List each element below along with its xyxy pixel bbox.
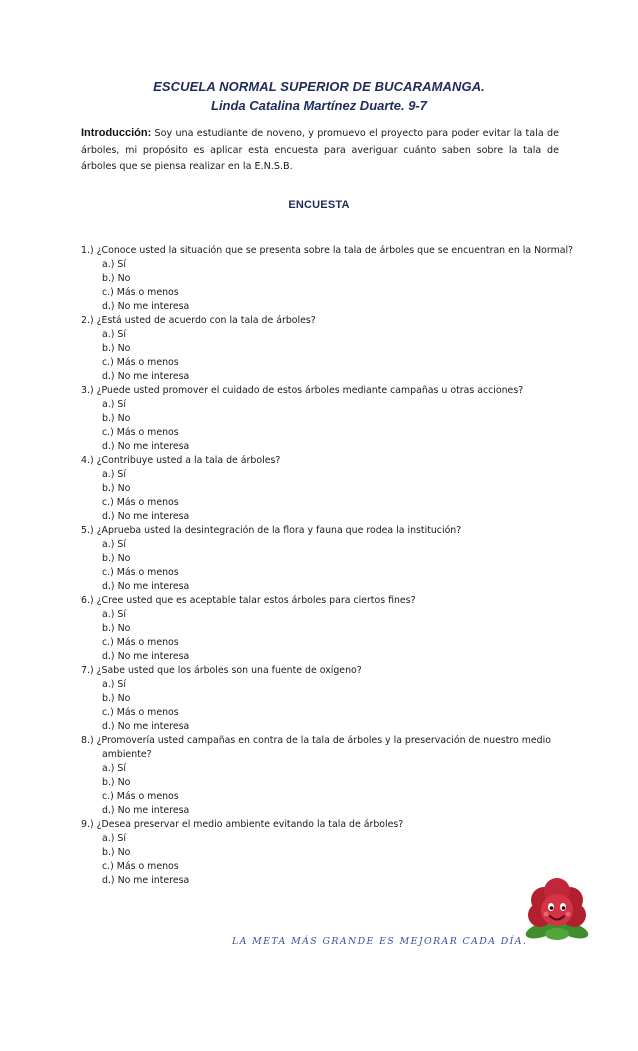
question-text: 1.) ¿Conoce usted la situación que se presenta sobre la tala de árboles que se encuentran en la Normal?	[81, 245, 574, 256]
answer-option: a.) Sí	[102, 469, 126, 480]
school-name: ESCUELA NORMAL SUPERIOR DE BUCARAMANGA.	[153, 79, 485, 94]
question-text: 9.) ¿Desea preservar el medio ambiente evitando la tala de árboles?	[81, 819, 404, 830]
answer-option: d.) No me interesa	[102, 721, 190, 732]
answer-option: d.) No me interesa	[102, 805, 190, 816]
answer-option: c.) Más o menos	[102, 357, 179, 368]
answer-option: b.) No	[102, 413, 131, 424]
survey-question-8	[81, 734, 571, 818]
question-text: 4.) ¿Contribuye usted a la tala de árboles?	[81, 455, 281, 466]
question-text: 3.) ¿Puede usted promover el cuidado de estos árboles mediante campañas u otras acciones?	[81, 385, 524, 396]
answer-option: c.) Más o menos	[102, 497, 179, 508]
answer-option: b.) No	[102, 693, 131, 704]
answer-option: d.) No me interesa	[102, 441, 190, 452]
introduction-text: Soy una estudiante de noveno, y promuevo el proyecto para poder evitar la tala de árboles, mi propósito es aplicar esta encuesta para averiguar cuánto saben sobre la tala de árboles que se piensa realizar en la E.N.S.B.	[81, 128, 559, 173]
question-text: 5.) ¿Aprueba usted la desintegración de la flora y fauna que rodea la institución?	[81, 525, 462, 536]
answer-option: c.) Más o menos	[102, 427, 179, 438]
answer-option: c.) Más o menos	[102, 861, 179, 872]
answer-option: d.) No me interesa	[102, 511, 190, 522]
question-text: 2.) ¿Está usted de acuerdo con la tala de árboles?	[81, 315, 316, 326]
introduction-paragraph	[81, 125, 559, 176]
question-text: 7.) ¿Sabe usted que los árboles son una fuente de oxígeno?	[81, 665, 362, 676]
survey-questions	[81, 244, 574, 888]
answer-option: d.) No me interesa	[102, 651, 190, 662]
answer-option: a.) Sí	[102, 539, 126, 550]
answer-option: a.) Sí	[102, 609, 126, 620]
survey-question-3	[81, 384, 571, 454]
survey-title: ENCUESTA	[288, 199, 350, 211]
survey-question-6	[81, 594, 571, 664]
footer-motto: LA META MÁS GRANDE ES MEJORAR CADA DÍA.	[232, 936, 528, 947]
answer-option: d.) No me interesa	[102, 371, 190, 382]
answer-option: c.) Más o menos	[102, 637, 179, 648]
survey-question-2	[81, 314, 571, 384]
answer-option: b.) No	[102, 343, 131, 354]
answer-option: c.) Más o menos	[102, 567, 179, 578]
survey-question-7	[81, 664, 571, 734]
question-text: 8.) ¿Promovería usted campañas en contra de la tala de árboles y la preservación de nuestro medio	[81, 735, 551, 746]
survey-question-5	[81, 524, 571, 594]
answer-option: a.) Sí	[102, 259, 126, 270]
survey-question-9	[81, 818, 571, 888]
answer-option: b.) No	[102, 777, 131, 788]
answer-option: a.) Sí	[102, 763, 126, 774]
survey-question-4	[81, 454, 571, 524]
question-text-continued: ambiente?	[102, 749, 152, 760]
answer-option: b.) No	[102, 553, 131, 564]
introduction-label: Introducción:	[81, 127, 152, 139]
answer-option: d.) No me interesa	[102, 875, 190, 886]
answer-option: a.) Sí	[102, 399, 126, 410]
answer-option: c.) Más o menos	[102, 287, 179, 298]
author-name: Linda Catalina Martínez Duarte. 9-7	[211, 98, 427, 113]
smiling-flower-icon	[522, 878, 592, 944]
answer-option: a.) Sí	[102, 329, 126, 340]
answer-option: d.) No me interesa	[102, 581, 190, 592]
answer-option: d.) No me interesa	[102, 301, 190, 312]
answer-option: b.) No	[102, 623, 131, 634]
answer-option: b.) No	[102, 847, 131, 858]
answer-option: a.) Sí	[102, 833, 126, 844]
answer-option: b.) No	[102, 483, 131, 494]
question-text: 6.) ¿Cree usted que es aceptable talar estos árboles para ciertos fines?	[81, 595, 416, 606]
answer-option: c.) Más o menos	[102, 707, 179, 718]
answer-option: a.) Sí	[102, 679, 126, 690]
answer-option: c.) Más o menos	[102, 791, 179, 802]
survey-question-1	[81, 244, 574, 314]
answer-option: b.) No	[102, 273, 131, 284]
